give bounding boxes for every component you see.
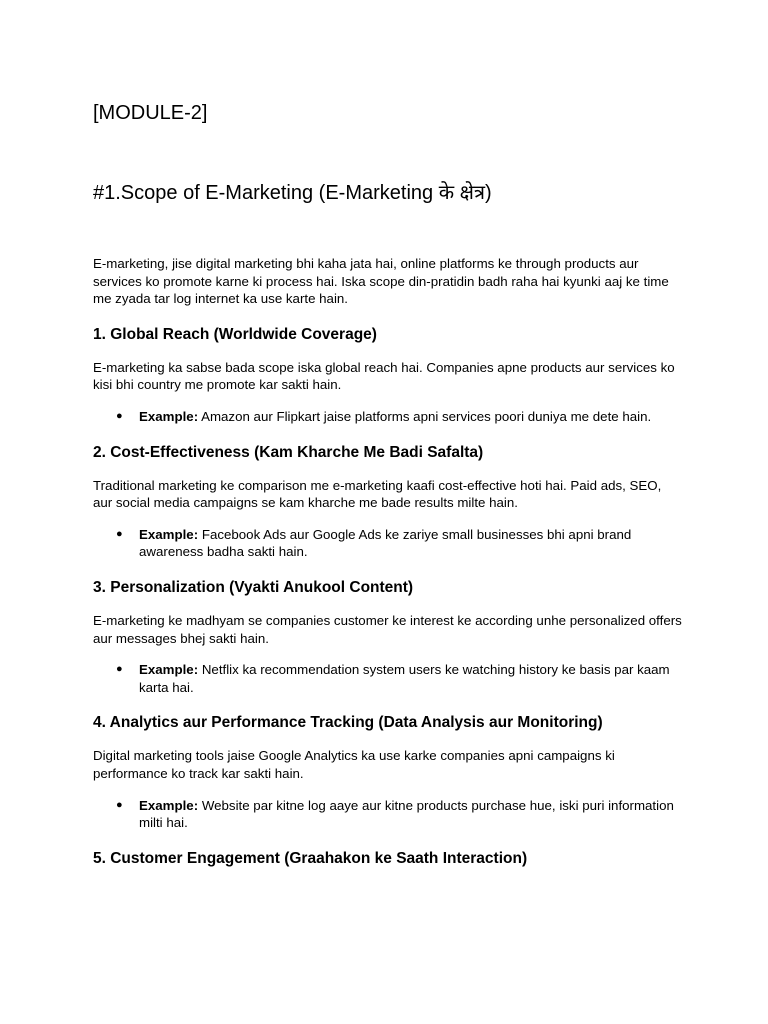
intro-paragraph: E-marketing, jise digital marketing bhi kaha jata hai, online platforms ke through products aur services ko promote karne ki process hai. Iska scope din-pratidin badh raha hai kyunki aaj ke time me zyada tar log internet ka use karte hain. bbox=[93, 256, 669, 307]
bullet-icon: ● bbox=[116, 527, 123, 540]
example-item bbox=[93, 661, 683, 696]
section-heading: 5. Customer Engagement (Graahakon ke Saath Interaction) bbox=[93, 849, 528, 867]
example-label: Example: bbox=[139, 797, 199, 813]
section-personalization bbox=[93, 578, 683, 696]
module-title: [MODULE-2] bbox=[93, 102, 208, 124]
example-list bbox=[93, 797, 683, 832]
example-list bbox=[93, 526, 683, 561]
section-body: Traditional marketing ke comparison me e-marketing kaafi cost-effective hoti hai. Paid ads, SEO, aur social media campaigns se kam kharche me bade results milte hain. bbox=[93, 477, 662, 511]
section-analytics bbox=[93, 713, 683, 831]
example-list bbox=[93, 661, 683, 696]
example-item bbox=[93, 526, 683, 561]
example-text: Website par kitne log aaye aur kitne products purchase hue, iski puri information milti hai. bbox=[139, 797, 674, 831]
example-list bbox=[93, 408, 683, 426]
example-text: Netflix ka recommendation system users ke watching history ke basis par kaam karta hai. bbox=[139, 662, 670, 695]
example-text: Amazon aur Flipkart jaise platforms apni services poori duniya me dete hain. bbox=[198, 408, 652, 424]
section-heading: 3. Personalization (Vyakti Anukool Content) bbox=[93, 578, 414, 596]
example-item bbox=[93, 797, 683, 832]
section-heading: 2. Cost-Effectiveness (Kam Kharche Me Badi Safalta) bbox=[93, 443, 484, 461]
example-label: Example: bbox=[139, 408, 199, 424]
example-item bbox=[93, 408, 683, 426]
example-label: Example: bbox=[139, 662, 199, 678]
document-content bbox=[93, 100, 683, 869]
section-body: E-marketing ka sabse bada scope iska global reach hai. Companies apne products aur services ko kisi bhi country me promote kar sakti hain. bbox=[93, 359, 675, 393]
example-label: Example: bbox=[139, 526, 199, 542]
bullet-icon: ● bbox=[116, 798, 123, 811]
bullet-icon: ● bbox=[116, 663, 123, 676]
section-global-reach bbox=[93, 325, 683, 426]
section-body: E-marketing ke madhyam se companies customer ke interest ke according unhe personalized offers aur messages bhej sakti hain. bbox=[93, 612, 682, 646]
section-body: Digital marketing tools jaise Google Analytics ka use karke companies apni campaigns ki performance ko track kar sakti hain. bbox=[93, 748, 615, 781]
section-customer-engagement bbox=[93, 849, 683, 869]
document-title: #1.Scope of E-Marketing (E-Marketing के क्षेत्र) bbox=[93, 182, 492, 204]
section-cost-effectiveness bbox=[93, 443, 683, 561]
section-heading: 1. Global Reach (Worldwide Coverage) bbox=[93, 325, 377, 343]
example-text: Facebook Ads aur Google Ads ke zariye small businesses bhi apni brand awareness badha sakti hain. bbox=[139, 526, 632, 560]
bullet-icon: ● bbox=[116, 409, 123, 422]
section-heading: 4. Analytics aur Performance Tracking (Data Analysis aur Monitoring) bbox=[93, 714, 603, 732]
